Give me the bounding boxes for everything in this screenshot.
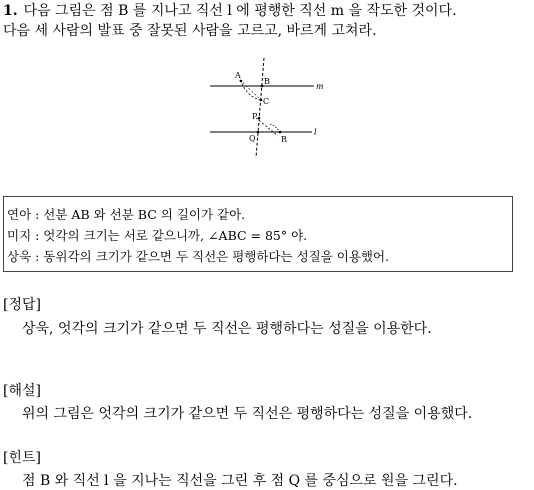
label-r: R	[281, 135, 288, 144]
point-c	[260, 99, 263, 102]
label-c: C	[263, 97, 270, 106]
construction-figure	[204, 56, 334, 166]
label-p: P	[252, 112, 258, 121]
answer-body: 상욱, 엇각의 크기가 같으면 두 직선은 평행하다는 성질을 이용한다.	[22, 321, 432, 337]
point-p	[258, 117, 261, 120]
statements-box	[3, 196, 513, 272]
point-q	[257, 131, 260, 134]
explanation-heading: [해설]	[3, 383, 41, 399]
label-l: l	[314, 128, 317, 137]
arc-pr	[256, 118, 278, 136]
label-m: m	[316, 82, 324, 91]
problem-line-1	[3, 2, 457, 20]
label-q: Q	[249, 134, 256, 143]
problem-number: 1.	[3, 3, 18, 19]
explanation-body: 위의 그림은 엇각의 크기가 같으면 두 직선은 평행하다는 성질을 이용했다.	[22, 406, 473, 422]
point-a	[240, 80, 243, 83]
label-a: A	[235, 71, 241, 80]
point-b	[261, 85, 264, 88]
statement-yeona: 연아 : 선분 AB 와 선분 BC 의 길이가 같아.	[7, 207, 246, 222]
hint-heading: [힌트]	[3, 450, 41, 466]
statement-sanguk: 상욱 : 동위각의 크기가 같으면 두 직선은 평행하다는 성질을 이용했어.	[7, 249, 390, 264]
segment-ac	[240, 80, 261, 100]
point-r	[279, 131, 282, 134]
problem-line-2: 다음 세 사람의 발표 중 잘못된 사람을 고르고, 바르게 고쳐라.	[3, 23, 377, 39]
statement-miji: 미지 : 엇각의 크기는 서로 같으니까, ∠ABC = 85° 야.	[7, 228, 308, 243]
hint-body: 점 B 와 직선 l 을 지나는 직선을 그린 후 점 Q 를 중심으로 원을 그린다.	[22, 473, 458, 489]
answer-heading: [정답]	[3, 297, 41, 313]
problem-text-1: 다음 그림은 점 B 를 지나고 직선 l 에 평행한 직선 m 을 작도한 것이다.	[23, 3, 457, 19]
transversal	[256, 58, 264, 158]
label-b: B	[264, 77, 270, 86]
